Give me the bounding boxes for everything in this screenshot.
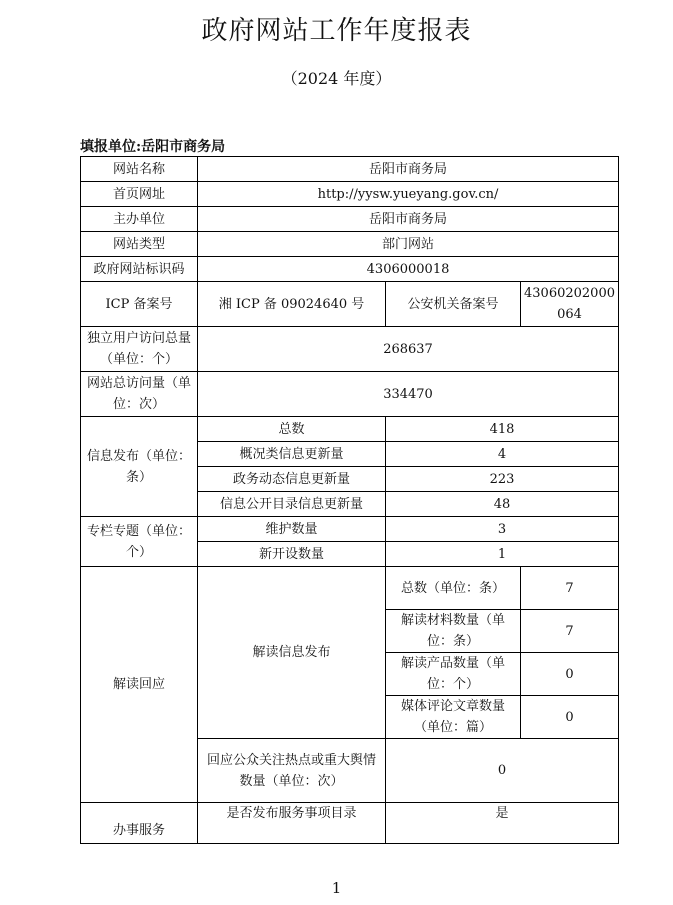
info-item-value: 223 xyxy=(386,467,619,492)
interpretation-sub-label: 解读信息发布 xyxy=(198,567,386,739)
interpretation-item-value: 7 xyxy=(521,567,619,610)
police-record-value: 43060202000064 xyxy=(521,282,619,327)
report-year: （2024 年度） xyxy=(281,69,392,88)
table-row xyxy=(81,517,619,542)
table-row xyxy=(81,257,619,282)
columns-item-value: 1 xyxy=(386,542,619,567)
hotspot-value: 0 xyxy=(386,739,619,803)
total-visits-value: 334470 xyxy=(198,372,619,417)
services-item-label: 是否发布服务事项目录 xyxy=(198,803,386,844)
info-item-value: 4 xyxy=(386,442,619,467)
site-type-value: 部门网站 xyxy=(198,232,619,257)
unique-visitors-value: 268637 xyxy=(198,327,619,372)
home-url-label: 首页网址 xyxy=(81,182,198,207)
info-publish-label: 信息发布（单位：条） xyxy=(81,417,198,517)
columns-item-label: 新开设数量 xyxy=(198,542,386,567)
page-title: 政府网站工作年度报表 xyxy=(201,16,472,46)
interpretation-item-label: 总数（单位：条） xyxy=(386,567,521,610)
report-table xyxy=(80,156,619,844)
table-row xyxy=(81,282,619,327)
icp-value: 湘 ICP 备 09024640 号 xyxy=(198,282,386,327)
sponsor-label: 主办单位 xyxy=(81,207,198,232)
table-row xyxy=(81,803,619,844)
site-name-value: 岳阳市商务局 xyxy=(198,157,619,182)
table-row xyxy=(81,182,619,207)
interpretation-item-value: 0 xyxy=(521,653,619,696)
info-item-label: 信息公开目录信息更新量 xyxy=(198,492,386,517)
interpretation-item-value: 0 xyxy=(521,696,619,739)
interpretation-item-label: 解读材料数量（单位：条） xyxy=(386,610,521,653)
table-row xyxy=(81,207,619,232)
hotspot-label: 回应公众关注热点或重大舆情数量（单位：次） xyxy=(198,739,386,803)
columns-item-value: 3 xyxy=(386,517,619,542)
info-item-label: 总数 xyxy=(198,417,386,442)
info-item-value: 48 xyxy=(386,492,619,517)
columns-item-label: 维护数量 xyxy=(198,517,386,542)
interpretation-item-value: 7 xyxy=(521,610,619,653)
total-visits-label: 网站总访问量（单位：次） xyxy=(81,372,198,417)
info-item-label: 概况类信息更新量 xyxy=(198,442,386,467)
page-number: 1 xyxy=(331,879,342,897)
unique-visitors-label: 独立用户访问总量（单位：个） xyxy=(81,327,198,372)
icp-label: ICP 备案号 xyxy=(81,282,198,327)
columns-label: 专栏专题（单位：个） xyxy=(81,517,198,567)
police-record-label: 公安机关备案号 xyxy=(386,282,521,327)
services-item-value: 是 xyxy=(386,803,619,844)
home-url-value: http://yysw.yueyang.gov.cn/ xyxy=(198,182,619,207)
table-row xyxy=(81,567,619,610)
sponsor-value: 岳阳市商务局 xyxy=(198,207,619,232)
site-id-label: 政府网站标识码 xyxy=(81,257,198,282)
table-row xyxy=(81,417,619,442)
info-item-label: 政务动态信息更新量 xyxy=(198,467,386,492)
table-row xyxy=(81,372,619,417)
site-type-label: 网站类型 xyxy=(81,232,198,257)
table-row xyxy=(81,327,619,372)
interpretation-item-label: 媒体评论文章数量（单位：篇） xyxy=(386,696,521,739)
interpretation-item-label: 解读产品数量（单位：个） xyxy=(386,653,521,696)
info-item-value: 418 xyxy=(386,417,619,442)
site-id-value: 4306000018 xyxy=(198,257,619,282)
services-label: 办事服务 xyxy=(81,803,198,844)
reporting-unit: 填报单位:岳阳市商务局 xyxy=(80,139,226,155)
site-name-label: 网站名称 xyxy=(81,157,198,182)
table-row xyxy=(81,232,619,257)
table-row xyxy=(81,157,619,182)
interpretation-label: 解读回应 xyxy=(81,567,198,803)
